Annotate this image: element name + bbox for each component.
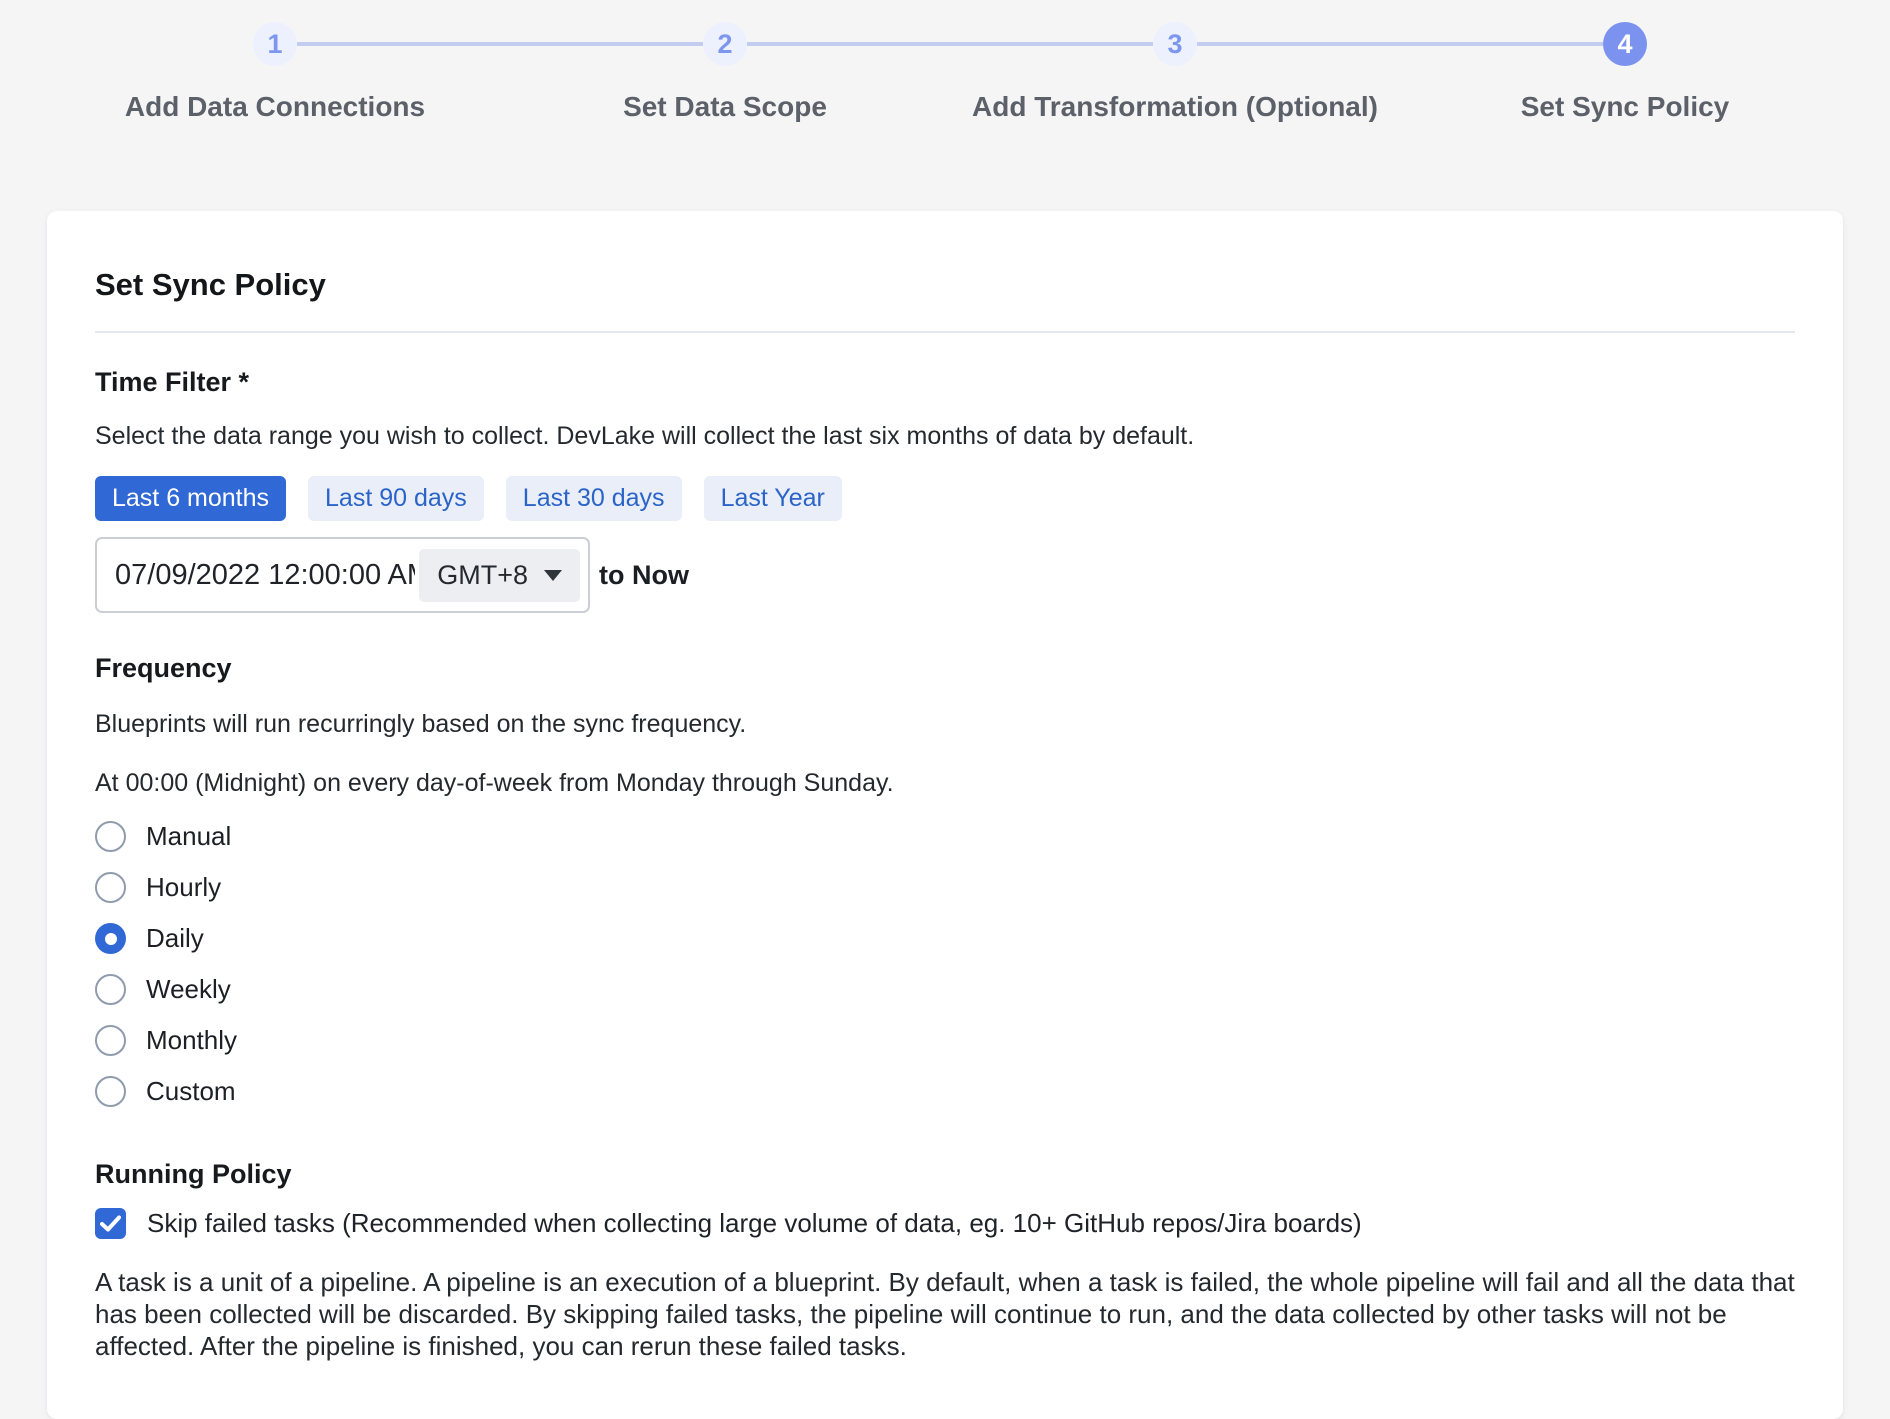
radio-label: Daily (146, 923, 204, 954)
step-label: Set Data Scope (623, 91, 827, 122)
step-connector (297, 42, 500, 46)
radio-circle (95, 1025, 126, 1056)
radio-circle (95, 1076, 126, 1107)
to-now-label: to Now (599, 559, 689, 590)
radio-circle (95, 821, 126, 852)
radio-daily[interactable] (95, 923, 1795, 954)
step-label: Add Transformation (Optional) (972, 91, 1378, 122)
radio-circle (95, 974, 126, 1005)
skip-failed-tasks-label: Skip failed tasks (Recommended when collecting large volume of data, eg. 10+ GitHub repos/Jira boards) (147, 1208, 1362, 1239)
cron-description: At 00:00 (Midnight) on every day-of-week from Monday through Sunday. (95, 768, 894, 797)
frequency-radio-group (95, 821, 1795, 1107)
step-set-sync-policy[interactable] (1400, 22, 1850, 123)
range-button-last-6-months[interactable]: Last 6 months (95, 476, 286, 521)
step-number-badge: 4 (1603, 22, 1647, 66)
step-number-badge: 2 (703, 22, 747, 66)
range-button-last-30-days[interactable]: Last 30 days (506, 476, 682, 521)
chevron-down-icon (544, 570, 562, 581)
step-add-transformation[interactable] (950, 22, 1400, 123)
radio-label: Weekly (146, 974, 231, 1005)
frequency-description: Blueprints will run recurringly based on the sync frequency. (95, 710, 747, 739)
step-number-badge: 3 (1153, 22, 1197, 66)
timezone-value: GMT+8 (437, 559, 528, 590)
step-connector (500, 42, 703, 46)
skip-failed-tasks-checkbox-row[interactable] (95, 1208, 1795, 1239)
radio-monthly[interactable] (95, 1025, 1795, 1056)
radio-label: Manual (146, 821, 232, 852)
time-range-button-group (95, 476, 1795, 521)
sync-policy-card (47, 211, 1843, 1419)
step-connector (1197, 42, 1400, 46)
checkmark-icon (100, 1215, 121, 1232)
radio-label: Hourly (146, 872, 222, 903)
start-time-field (95, 537, 590, 613)
time-filter-description: Select the data range you wish to collect. DevLake will collect the last six months of data by default. (95, 421, 1195, 450)
page-title: Set Sync Policy (95, 266, 326, 302)
wizard-stepper (0, 0, 1890, 123)
running-policy-heading: Running Policy (95, 1159, 292, 1190)
start-time-input[interactable] (115, 559, 415, 592)
radio-dot (105, 933, 117, 945)
radio-custom[interactable] (95, 1076, 1795, 1107)
radio-label: Monthly (146, 1025, 238, 1056)
step-set-data-scope[interactable] (500, 22, 950, 123)
radio-circle (95, 923, 126, 954)
step-connector (1400, 42, 1603, 46)
radio-manual[interactable] (95, 821, 1795, 852)
radio-weekly[interactable] (95, 974, 1795, 1005)
step-connector (747, 42, 950, 46)
step-label: Set Sync Policy (1520, 91, 1730, 122)
range-button-last-90-days[interactable]: Last 90 days (308, 476, 484, 521)
step-add-data-connections[interactable] (50, 22, 500, 123)
frequency-heading: Frequency (95, 653, 232, 684)
checkbox-checked[interactable] (95, 1208, 126, 1239)
range-button-last-year[interactable]: Last Year (704, 476, 842, 521)
start-time-row (95, 537, 1795, 613)
radio-label: Custom (146, 1076, 236, 1107)
step-connector (950, 42, 1153, 46)
radio-circle (95, 872, 126, 903)
step-label: Add Data Connections (124, 91, 426, 122)
radio-hourly[interactable] (95, 872, 1795, 903)
step-number-badge: 1 (253, 22, 297, 66)
running-policy-note: A task is a unit of a pipeline. A pipeline is an execution of a blueprint. By default, when a task is failed, the whole pipeline will fail and all the data that has been collected will be discarded. By skipping failed tasks, the pipeline will continue to run, and the data collected by other tasks will not be affected. After the pipeline is finished, you can rerun these failed tasks. (95, 1267, 1795, 1362)
time-filter-heading: Time Filter * (95, 366, 250, 397)
timezone-select[interactable] (419, 549, 580, 602)
title-divider (95, 331, 1795, 333)
